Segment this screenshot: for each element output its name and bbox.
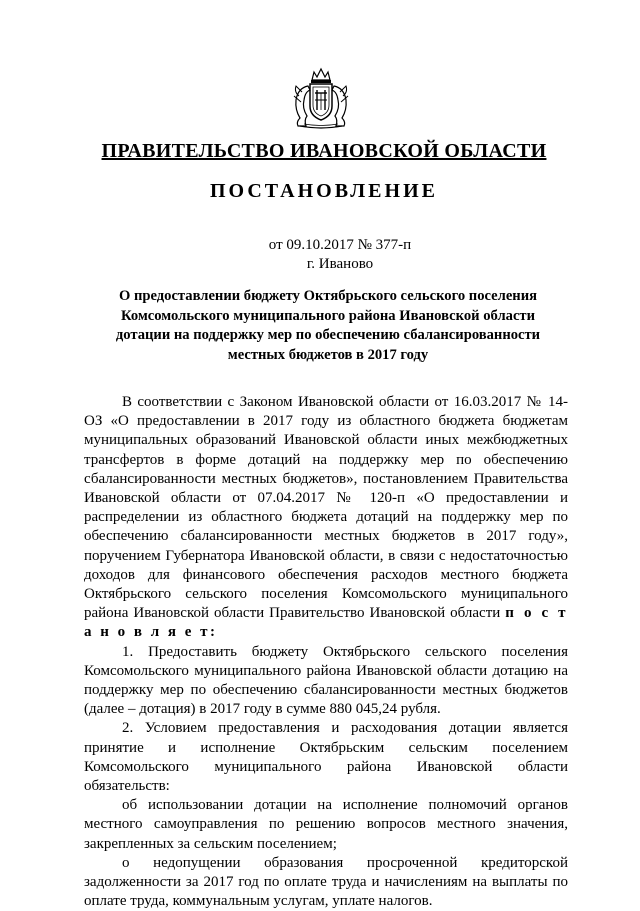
document-type: ПОСТАНОВЛЕНИЕ (210, 180, 438, 202)
document-subject: О предоставлении бюджету Октябрьского сельского поселения Комсомольского муниципального района Ивановской области дотации на поддержку мер по обеспечению сбалансированности местных бюджетов в 2017 году (115, 288, 541, 363)
decree-word: п о с т а н о в л я е т: (84, 605, 569, 641)
government-title: ПРАВИТЕЛЬСТВО ИВАНОВСКОЙ ОБЛАСТИ (101, 140, 547, 162)
item-1-paragraph: 1. Предоставить бюджету Октябрьского сельского поселения Комсомольского муниципального района Ивановской области дотацию на поддержку мер по обеспечению сбалансированности местных бюджетов (далее – дотация) в 2017 году в сумме 880 045,24 рубля. (84, 643, 568, 718)
date-and-number: от 09.10.2017 № 377-п (268, 237, 412, 253)
item-2-paragraph: 2. Условием предоставления и расходования дотации является принятие и исполнение Октябрьским сельским поселением Комсомольского муниципального района Ивановской области обязательств: (84, 720, 568, 795)
ivanovo-coat-of-arms-icon (290, 66, 352, 130)
city: г. Иваново (306, 256, 374, 272)
preamble-text: В соответствии с Законом Ивановской области от 16.03.2017 № 14-ОЗ «О предоставлении в 2017 году из областного бюджета бюджетам муниципальных образований Ивановской области иных межбюджетных трансфертов в форме дотаций на поддержку мер по обеспечению сбалансированности местных бюджетов», постановлением Правительства Ивановской области от 07.04.2017 № 120-п «О предоставлении и распределении из областного бюджета дотаций на поддержку мер по обеспечению сбалансированности местных бюджетов в 2017 году», поручением Губернатора Ивановской области, в связи с недостаточностью доходов для финансового обеспечения расходов местного бюджета Октябрьского сельского поселения Комсомольского муниципального района Ивановской области Правительство Ивановской области (84, 394, 568, 622)
document-body (84, 393, 568, 911)
item-2b-paragraph: о недопущении образования просроченной кредиторской задолженности за 2017 год по оплате труда и начислениям на выплаты по оплате труда, коммунальным услугам, уплате налогов. (84, 854, 568, 910)
item-2a-paragraph: об использовании дотации на исполнение полномочий органов местного самоуправления по решению вопросов местного значения, закрепленных за сельским поселением; (84, 797, 568, 852)
preamble-paragraph (84, 393, 568, 643)
